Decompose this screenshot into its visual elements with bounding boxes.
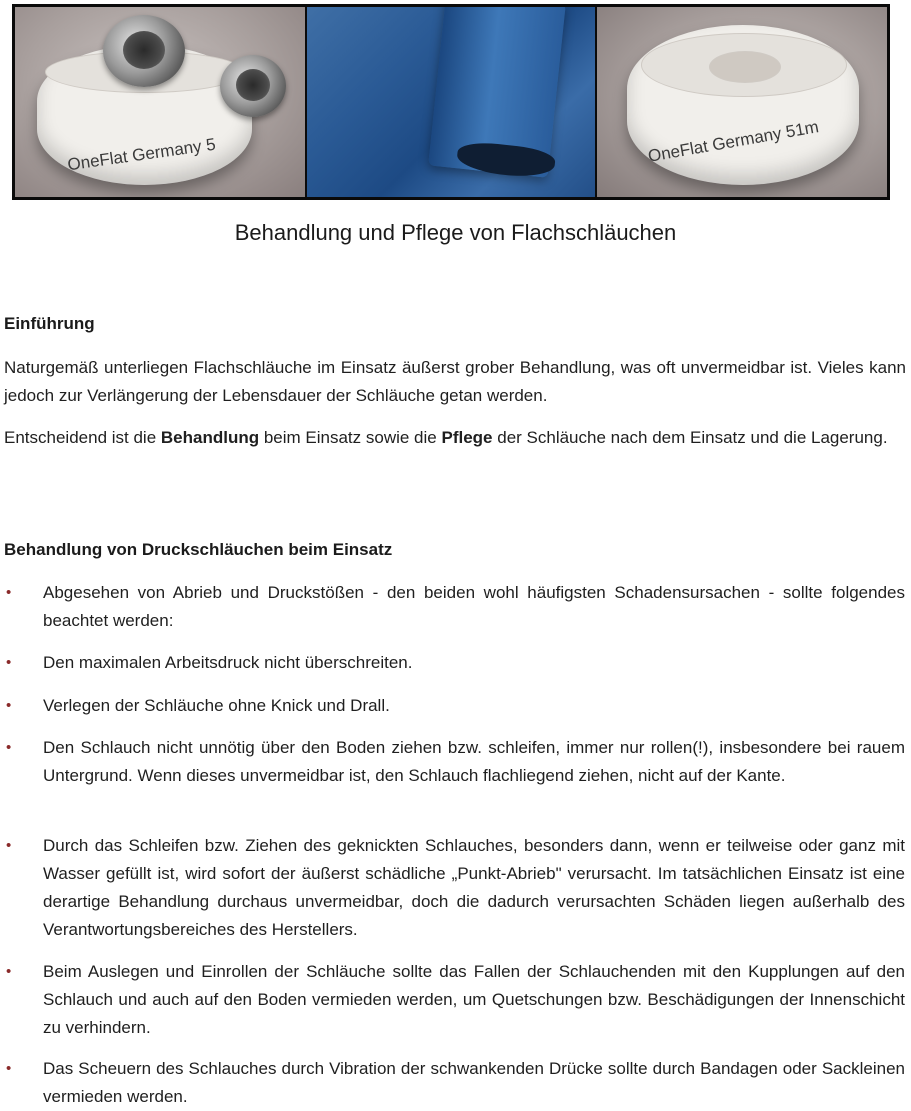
intro-p2-bold-pflege: Pflege [441,428,493,447]
hose-roll-with-coupling-photo [15,7,305,197]
list-item-text: Abgesehen von Abrieb und Druckstößen - den beiden wohl häufigsten Schadensursachen - sollte folgendes beachtet werden: [43,583,905,630]
intro-p2-part2: beim Einsatz sowie die [259,428,442,447]
intro-p2-part3: der Schläuche nach dem Einsatz und die Lagerung. [492,428,888,447]
intro-p2-part1: Entscheidend ist die [4,428,161,447]
intro-paragraph-1: Naturgemäß unterliegen Flachschläuche im Einsatz äußerst grober Behandlung, was oft unvermeidbar ist. Vieles kann jedoch zur Verlängerung der Lebensdauer der Schläuche getan werden. [4,358,906,405]
list-item-text: Den maximalen Arbeitsdruck nicht überschreiten. [43,653,413,672]
bullet-marker: • [6,584,12,601]
hose-roll-right-core [709,51,781,83]
intro-p2-bold-behandlung: Behandlung [160,428,260,447]
coupling [103,15,185,87]
bullet-marker: • [6,697,12,714]
product-banner [12,4,890,200]
list-item-text: Durch das Schleifen bzw. Ziehen des geknickten Schlauches, besonders dann, wenn er teilweise oder ganz mit Wasser gefüllt ist, wird sofort der äußerst schädliche „Punkt-Abrieb" verursacht. Im tatsächlichen Einsatz ist eine derartige Behandlung durchaus unvermeidbar, doch die dadurch verursachten Schäden liegen außerhalb des Verantwortungsbereiches des Herstellers. [43,836,905,939]
bullet-marker: • [6,837,12,854]
intro-heading: Einführung [4,314,95,333]
right-hose-print: OneFlat Germany 51m [646,117,821,166]
bullet-marker: • [6,1060,12,1077]
page-title: Behandlung und Pflege von Flachschläuchen [234,220,677,245]
blue-flat-hose-photo [307,7,596,197]
coupling-opening [123,31,165,69]
section-heading: Behandlung von Druckschläuchen beim Einsatz [4,540,393,559]
list-item-text: Das Scheuern des Schlauches durch Vibration der schwankenden Drücke sollte durch Bandagen oder Sackleinen vermieden werden. [43,1059,905,1106]
list-item-text: Verlegen der Schläuche ohne Knick und Drall. [43,696,390,715]
left-hose-print: OneFlat Germany 5 [66,134,217,175]
white-hose-roll-photo [597,7,887,197]
list-item-text: Beim Auslegen und Einrollen der Schläuche sollte das Fallen der Schlauchenden mit den Kupplungen auf den Schlauch und auch auf den Boden vermieden werden, um Quetschungen bzw. Beschädigungen der Innenschicht zu verhindern. [43,962,905,1037]
bullet-marker: • [6,739,12,756]
intro-paragraph-2 [4,424,906,452]
coupling-side [220,55,286,117]
list-item-text: Den Schlauch nicht unnötig über den Boden ziehen bzw. schleifen, immer nur rollen(!), insbesondere bei rauem Untergrund. Wenn dieses unvermeidbar ist, den Schlauch flachliegend ziehen, nicht auf der Kante. [43,738,905,785]
coupling-side-opening [236,69,270,101]
bullet-marker: • [6,963,12,980]
bullet-marker: • [6,654,12,671]
